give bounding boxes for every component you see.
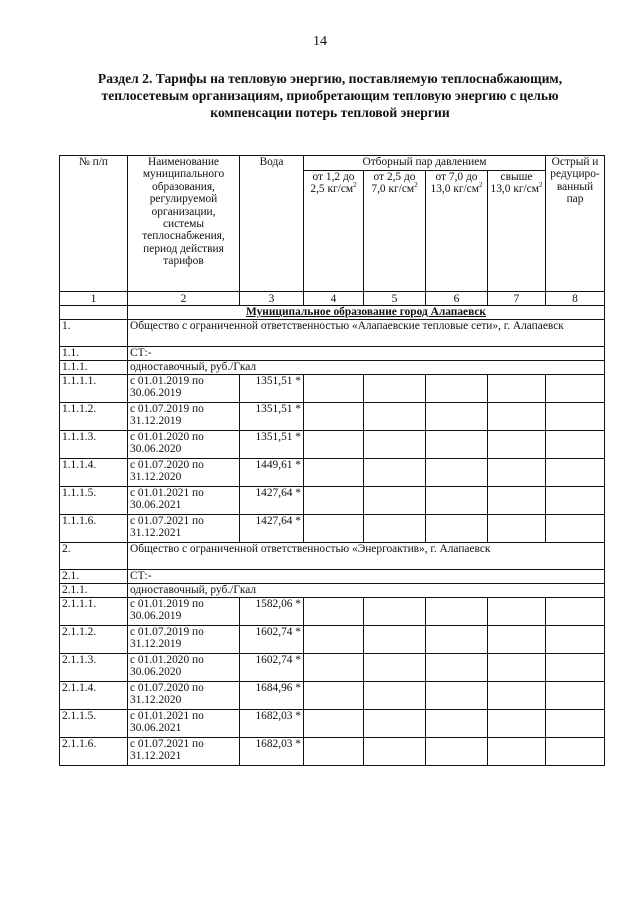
header-num: № п/п	[60, 156, 128, 292]
row-empty-cell	[546, 487, 605, 515]
row-empty-cell	[488, 598, 546, 626]
row-empty-cell	[488, 626, 546, 654]
table-row	[60, 375, 605, 403]
row-water-tariff: 1682,03 *	[240, 738, 304, 766]
row-empty-cell	[304, 654, 364, 682]
row-empty-cell	[364, 431, 426, 459]
row-empty-cell	[546, 598, 605, 626]
row-num: 2.1.1.5.	[60, 710, 128, 738]
column-number: 8	[546, 292, 605, 306]
row-empty-cell	[364, 459, 426, 487]
row-empty-cell	[488, 654, 546, 682]
row-water-tariff: 1427,64 *	[240, 515, 304, 543]
tariff-type-num: 1.1.1.	[60, 361, 128, 375]
row-empty-cell	[304, 515, 364, 543]
system-name: СТ:-	[128, 347, 605, 361]
row-period: с 01.07.2021 по 31.12.2021	[128, 515, 240, 543]
row-period: с 01.01.2019 по 30.06.2019	[128, 598, 240, 626]
row-empty-cell	[364, 710, 426, 738]
row-period: с 01.07.2020 по 31.12.2020	[128, 459, 240, 487]
row-empty-cell	[304, 710, 364, 738]
header-sharp-steam: Острый и редуциро-ванный пар	[546, 156, 605, 292]
tariff-type-row	[60, 584, 605, 598]
row-period: с 01.07.2019 по 31.12.2019	[128, 403, 240, 431]
row-num: 2.1.1.4.	[60, 682, 128, 710]
tariff-type-num: 2.1.1.	[60, 584, 128, 598]
row-period: с 01.01.2019 по 30.06.2019	[128, 375, 240, 403]
column-number-row	[60, 292, 605, 306]
row-period: с 01.01.2021 по 30.06.2021	[128, 710, 240, 738]
municipality-num-cell	[60, 306, 128, 320]
row-period: с 01.01.2020 по 30.06.2020	[128, 431, 240, 459]
row-empty-cell	[426, 710, 488, 738]
tariff-type-row	[60, 361, 605, 375]
column-number: 3	[240, 292, 304, 306]
system-row	[60, 570, 605, 584]
row-empty-cell	[546, 682, 605, 710]
row-empty-cell	[426, 598, 488, 626]
org-row	[60, 543, 605, 570]
row-empty-cell	[546, 654, 605, 682]
tariff-table	[59, 155, 605, 766]
row-empty-cell	[364, 403, 426, 431]
row-empty-cell	[426, 738, 488, 766]
row-empty-cell	[364, 375, 426, 403]
row-empty-cell	[546, 626, 605, 654]
header-steam-1-sup: 2	[353, 181, 357, 190]
row-period: с 01.01.2020 по 30.06.2020	[128, 654, 240, 682]
row-empty-cell	[546, 403, 605, 431]
column-number: 6	[426, 292, 488, 306]
row-empty-cell	[304, 598, 364, 626]
row-water-tariff: 1351,51 *	[240, 431, 304, 459]
row-num: 1.1.1.6.	[60, 515, 128, 543]
row-empty-cell	[364, 738, 426, 766]
table-row	[60, 459, 605, 487]
header-water: Вода	[240, 156, 304, 292]
row-empty-cell	[426, 682, 488, 710]
org-num: 1.	[60, 320, 128, 347]
system-num: 1.1.	[60, 347, 128, 361]
row-num: 2.1.1.1.	[60, 598, 128, 626]
row-empty-cell	[304, 459, 364, 487]
row-period: с 01.07.2021 по 31.12.2021	[128, 738, 240, 766]
header-steam-4	[488, 171, 546, 292]
header-steam-group: Отборный пар давлением	[304, 156, 546, 171]
header-steam-2-text: от 2,5 до 7,0 кг/см	[371, 171, 416, 196]
row-num: 1.1.1.3.	[60, 431, 128, 459]
page-number: 14	[313, 34, 327, 49]
row-num: 2.1.1.3.	[60, 654, 128, 682]
column-number: 1	[60, 292, 128, 306]
row-num: 2.1.1.6.	[60, 738, 128, 766]
row-num: 1.1.1.4.	[60, 459, 128, 487]
header-steam-1	[304, 171, 364, 292]
row-empty-cell	[364, 487, 426, 515]
row-water-tariff: 1351,51 *	[240, 403, 304, 431]
row-water-tariff: 1351,51 *	[240, 375, 304, 403]
row-water-tariff: 1682,03 *	[240, 710, 304, 738]
row-empty-cell	[426, 487, 488, 515]
row-empty-cell	[304, 682, 364, 710]
row-empty-cell	[364, 598, 426, 626]
row-empty-cell	[426, 626, 488, 654]
row-water-tariff: 1602,74 *	[240, 654, 304, 682]
row-num: 2.1.1.2.	[60, 626, 128, 654]
row-empty-cell	[426, 375, 488, 403]
header-steam-4-sup: 2	[538, 181, 543, 190]
table-row	[60, 710, 605, 738]
municipality-name: Муниципальное образование город Алапаевск	[128, 306, 605, 320]
row-empty-cell	[364, 515, 426, 543]
org-name: Общество с ограниченной ответственностью «Алапаевские тепловые сети», г. Алапаевск	[128, 320, 605, 347]
row-empty-cell	[364, 654, 426, 682]
row-empty-cell	[426, 403, 488, 431]
org-row	[60, 320, 605, 347]
row-period: с 01.07.2020 по 31.12.2020	[128, 682, 240, 710]
tariff-type-name: одноставочный, руб./Гкал	[128, 361, 605, 375]
row-empty-cell	[488, 738, 546, 766]
row-empty-cell	[546, 459, 605, 487]
table-row	[60, 515, 605, 543]
header-steam-2	[364, 171, 426, 292]
row-empty-cell	[488, 515, 546, 543]
table-row	[60, 682, 605, 710]
header-steam-3	[426, 171, 488, 292]
header-steam-1-text: от 1,2 до 2,5 кг/см	[310, 171, 355, 196]
row-period: с 01.01.2021 по 30.06.2021	[128, 487, 240, 515]
row-num: 1.1.1.5.	[60, 487, 128, 515]
row-empty-cell	[426, 459, 488, 487]
section-heading: Раздел 2. Тарифы на тепловую энергию, поставляемую теплоснабжающим, теплосетевым организациям, приобретающим тепловую энергию с целью компенсации потерь тепловой энергии	[97, 71, 563, 120]
row-water-tariff: 1684,96 *	[240, 682, 304, 710]
row-water-tariff: 1449,61 *	[240, 459, 304, 487]
row-empty-cell	[304, 738, 364, 766]
row-empty-cell	[546, 431, 605, 459]
row-empty-cell	[488, 682, 546, 710]
column-number: 2	[128, 292, 240, 306]
table-row	[60, 431, 605, 459]
row-period: с 01.07.2019 по 31.12.2019	[128, 626, 240, 654]
row-empty-cell	[488, 403, 546, 431]
row-water-tariff: 1427,64 *	[240, 487, 304, 515]
table-row	[60, 403, 605, 431]
table-row	[60, 598, 605, 626]
row-empty-cell	[304, 626, 364, 654]
org-name: Общество с ограниченной ответственностью «Энергоактив», г. Алапаевск	[128, 543, 605, 570]
row-empty-cell	[488, 487, 546, 515]
row-empty-cell	[304, 487, 364, 515]
table-row	[60, 654, 605, 682]
tariff-type-name: одноставочный, руб./Гкал	[128, 584, 605, 598]
table-row	[60, 626, 605, 654]
row-empty-cell	[546, 738, 605, 766]
row-empty-cell	[426, 431, 488, 459]
row-empty-cell	[488, 375, 546, 403]
row-empty-cell	[546, 375, 605, 403]
row-num: 1.1.1.1.	[60, 375, 128, 403]
table-row	[60, 738, 605, 766]
row-empty-cell	[488, 710, 546, 738]
row-water-tariff: 1602,74 *	[240, 626, 304, 654]
row-empty-cell	[546, 515, 605, 543]
row-empty-cell	[364, 682, 426, 710]
row-empty-cell	[426, 515, 488, 543]
row-water-tariff: 1582,06 *	[240, 598, 304, 626]
header-steam-3-sup: 2	[478, 181, 483, 190]
municipality-row	[60, 306, 605, 320]
row-empty-cell	[546, 710, 605, 738]
system-row	[60, 347, 605, 361]
header-steam-2-sup: 2	[414, 181, 418, 190]
row-empty-cell	[364, 626, 426, 654]
row-empty-cell	[304, 403, 364, 431]
table-row	[60, 487, 605, 515]
row-empty-cell	[304, 431, 364, 459]
system-num: 2.1.	[60, 570, 128, 584]
header-steam-4-text: свыше 13,0 кг/см	[490, 171, 539, 196]
row-num: 1.1.1.2.	[60, 403, 128, 431]
row-empty-cell	[426, 654, 488, 682]
org-num: 2.	[60, 543, 128, 570]
header-steam-3-text: от 7,0 до 13,0 кг/см	[430, 171, 479, 196]
row-empty-cell	[488, 459, 546, 487]
row-empty-cell	[304, 375, 364, 403]
system-name: СТ:-	[128, 570, 605, 584]
row-empty-cell	[488, 431, 546, 459]
column-number: 5	[364, 292, 426, 306]
column-number: 7	[488, 292, 546, 306]
header-name: Наименование муниципального образования, регулируемой организации, системы теплоснабжения, период действия тарифов	[128, 156, 240, 292]
column-number: 4	[304, 292, 364, 306]
